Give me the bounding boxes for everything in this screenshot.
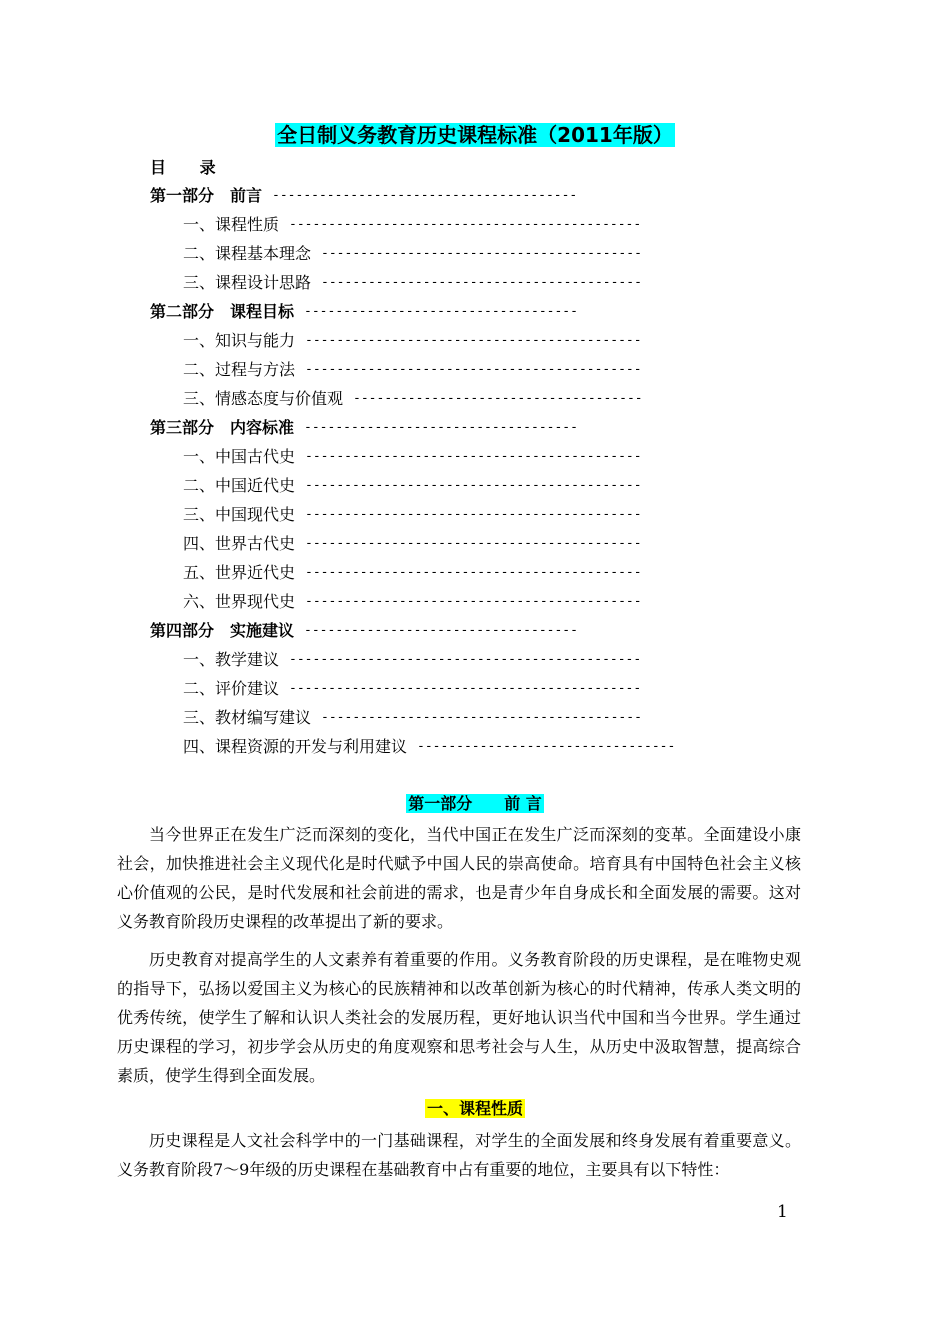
paragraph-3: 历史课程是人文社会科学中的一门基础课程，对学生的全面发展和终身发展有着重要意义。义务教育阶段7～9年级的历史课程在基础教育中占有重要的地位，主要具有以下特性： [117,1131,801,1179]
toc-leader-dashes: ----------------------------------------- [321,275,642,290]
page-number: 1 [777,1202,788,1222]
toc-entry-label: 第一部分 前言 [150,186,263,205]
part1-heading [0,792,950,816]
toc-item-entry [183,329,642,353]
toc-item-entry [183,213,641,237]
toc-leader-dashes: ------------------------------------------- [305,449,642,464]
toc-leader-dashes: ------------------------------------------- [305,565,642,580]
toc-leader-dashes: --------------------------------- [417,739,676,754]
toc-leader-dashes: ----------------------------------------- [321,710,642,725]
toc-leader-dashes: ------------------------------------------- [305,594,642,609]
toc-leader-dashes: ------------------------------------------- [305,478,642,493]
toc-item-entry [183,503,642,527]
toc-entry-label: 一、教学建议 [183,650,280,669]
toc-entry-label: 三、教材编写建议 [183,708,312,727]
toc-entry-label: 第三部分 内容标准 [150,418,295,437]
toc-leader-dashes: ----------------------------------------- [321,246,642,261]
toc-entry-label: 第四部分 实施建议 [150,621,295,640]
toc-leader-dashes: --------------------------------------------- [289,681,642,696]
section1-heading [0,1097,950,1121]
toc-leader-dashes: ----------------------------------- [304,304,578,319]
toc-leader-dashes: --------------------------------------------- [289,652,642,667]
document-title [0,121,950,149]
toc-entry-label: 三、课程设计思路 [183,273,312,292]
toc-leader-dashes: ------------------------------------------- [305,536,642,551]
toc-entry-label: 三、情感态度与价值观 [183,389,344,408]
toc-entry-label: 二、评价建议 [183,679,280,698]
toc-leader-dashes: ------------------------------------------- [305,507,642,522]
toc-leader-dashes: ------------------------------------------- [305,362,642,377]
document-title-text: 全日制义务教育历史课程标准（2011年版） [277,123,673,147]
toc-entry-label: 三、中国现代史 [183,505,296,524]
toc-entry-label: 第二部分 课程目标 [150,302,295,321]
toc-leader-dashes: --------------------------------------------- [289,217,642,232]
toc-entry-label: 一、知识与能力 [183,331,296,350]
toc-entry-label: 四、世界古代史 [183,534,296,553]
toc-item-entry [183,590,642,614]
toc-entry-label: 六、世界现代史 [183,592,296,611]
paragraph-2: 历史教育对提高学生的人文素养有着重要的作用。义务教育阶段的历史课程，是在唯物史观的指导下，弘扬以爱国主义为核心的民族精神和以改革创新为核心的时代精神，传承人类文明的优秀传统，使学生了解和认识人类社会的发展历程，更好地认识当代中国和当今世界。学生通过历史课程的学习，初步学会从历史的角度观察和思考社会与人生，从历史中汲取智慧，提高综合素质，使学生得到全面发展。 [117,950,801,1085]
toc-part-entry [150,619,578,643]
toc-item-entry [183,445,642,469]
toc-item-entry [183,648,641,672]
toc-item-entry [183,706,642,730]
toc-item-entry [183,242,642,266]
toc-item-entry [183,474,642,498]
toc-entry-label: 一、中国古代史 [183,447,296,466]
toc-entry-label: 一、课程性质 [183,215,280,234]
toc-part-entry [150,416,578,440]
section1-heading-text: 一、课程性质 [426,1099,523,1118]
toc-item-entry [183,387,643,411]
toc-part-entry [150,184,577,208]
toc-item-entry [183,677,641,701]
paragraph-1: 当今世界正在发生广泛而深刻的变化，当代中国正在发生广泛而深刻的变革。全面建设小康社会，加快推进社会主义现代化是时代赋予中国人民的崇高使命。培育具有中国特色社会主义核心价值观的公民，是时代发展和社会前进的需求，也是青少年自身成长和全面发展的需要。这对义务教育阶段历史课程的改革提出了新的要求。 [117,825,801,931]
toc-leader-dashes: ----------------------------------- [304,623,578,638]
toc-entry-label: 二、中国近代史 [183,476,296,495]
toc-item-entry [183,561,642,585]
toc-item-entry [183,532,642,556]
toc-part-entry [150,300,578,324]
toc-entry-label: 五、世界近代史 [183,563,296,582]
toc-leader-dashes: ----------------------------------- [304,420,578,435]
toc-item-entry [183,358,642,382]
toc-item-entry [183,735,675,759]
toc-leader-dashes: ------------------------------------- [353,391,643,406]
toc-leader-dashes: ------------------------------------------- [305,333,642,348]
toc-entry-label: 四、课程资源的开发与利用建议 [183,737,408,756]
toc-leader-dashes: --------------------------------------- [272,188,578,203]
toc-entry-label: 二、课程基本理念 [183,244,312,263]
toc-entry-label: 二、过程与方法 [183,360,296,379]
toc-heading: 目 录 [150,158,230,177]
part1-heading-text: 第一部分 前 言 [408,794,542,813]
toc-item-entry [183,271,642,295]
